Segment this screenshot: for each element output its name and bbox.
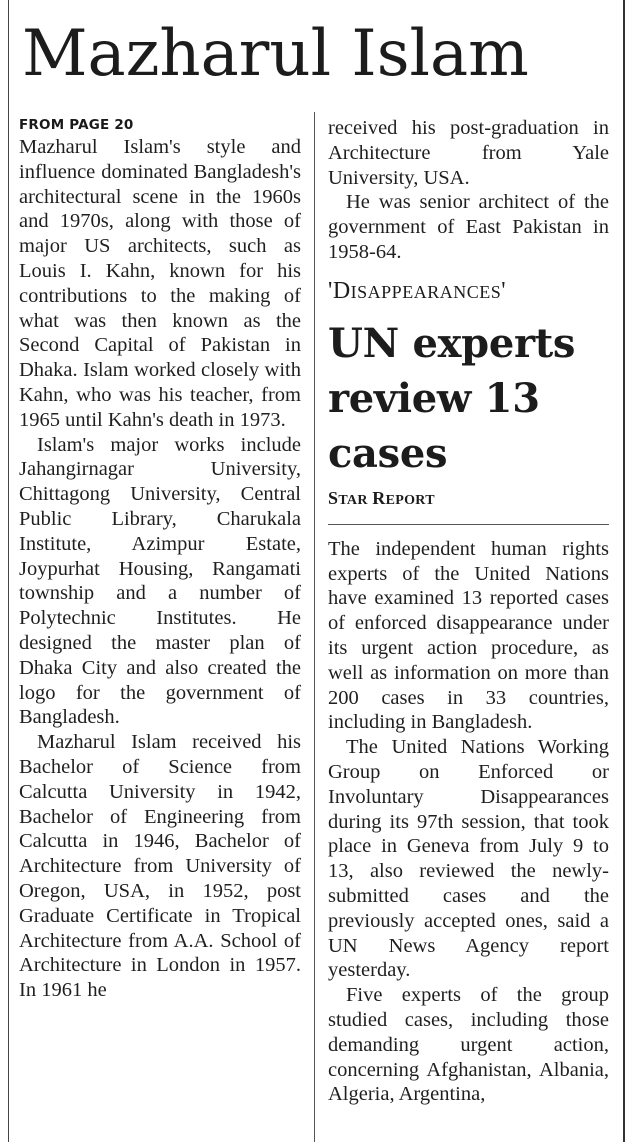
page-right-rule — [623, 0, 625, 1142]
story-paragraph: The United Nations Working Group on Enforced or Involuntary Disappearances during its 97th session, that took place in Geneva from July 9 to 13, also reviewed the newly-submitted cases and the previously accepted ones, said a UN News Agency report yesterday. — [328, 736, 609, 982]
byline-initial: S — [328, 487, 339, 508]
column-divider — [314, 112, 315, 1142]
article-paragraph: He was senior architect of the government of East Pakistan in 1958-64. — [328, 191, 609, 263]
article-headline: Mazharul Islam — [22, 17, 529, 91]
byline-rest: TAR — [338, 492, 368, 508]
story-paragraph: The independent human rights experts of the United Nations have examined 13 reported cases of enforced disappearance under its urgent action procedure, as well as information on more than 200 cases in 33 countries, including in Bangladesh. — [328, 537, 609, 734]
story-tagline — [328, 273, 609, 310]
tagline-open-quote: ' — [328, 277, 333, 304]
tagline-close-quote: ' — [501, 277, 507, 304]
byline-rest: EPORT — [385, 492, 435, 508]
article-paragraph: Mazharul Islam's style and influence dominated Bangladesh's architectural scene in the 1960s and 1970s, along with those of major US architects, such as Louis I. Kahn, known for his contributions to the making of what was then known as the Second Capital of Pakistan in Dhaka. Islam worked closely with Kahn, who was his teacher, from 1965 until Kahn's death in 1973. — [19, 136, 301, 431]
article-column-left — [19, 116, 301, 1003]
article-column-right — [328, 116, 609, 1107]
byline-divider — [328, 524, 609, 525]
continued-from-kicker: FROM PAGE 20 — [19, 117, 134, 133]
tagline-rest: ISAPPEARANCES — [350, 281, 502, 302]
article-paragraph: Mazharul Islam received his Bachelor of Science from Calcutta University in 1942, Bachelor of Engineering from Calcutta in 1946, Bachelor of Architecture from University of Oregon, USA, in 1952, post Graduate Certificate in Tropical Architecture from A.A. School of Architecture in London in 1957. In 1961 he — [19, 731, 301, 1002]
story-headline: UN experts review 13 cases — [328, 319, 576, 477]
byline-initial: R — [372, 487, 386, 508]
story-byline — [328, 483, 609, 516]
tagline-initial: D — [332, 277, 351, 304]
article-paragraph: received his post-graduation in Architecture from Yale University, USA. — [328, 117, 609, 189]
article-paragraph: Islam's major works include Jahangirnagar University, Chittagong University, Central Public Library, Charukala Institute, Azimpur Estate, Joypurhat Housing, Rangamati township and a number of Polytechnic Institutes. He designed the master plan of Dhaka City and also created the logo for the government of Bangladesh. — [19, 433, 301, 729]
story-paragraph: Five experts of the group studied cases, including those demanding urgent action, concerning Afghanistan, Albania, Algeria, Argentina, — [328, 984, 609, 1106]
page-left-rule — [8, 0, 9, 1142]
